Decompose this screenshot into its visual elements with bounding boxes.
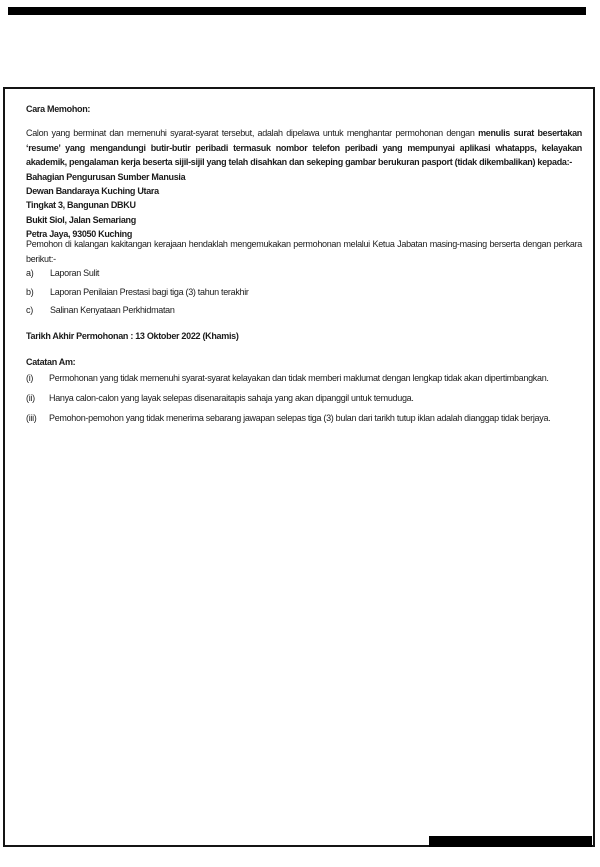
- attachment-list: [26, 266, 582, 322]
- deadline-line: Tarikh Akhir Permohonan : 13 Oktober 2022 (Khamis): [26, 331, 239, 341]
- section-heading-cara-memohon: Cara Memohon:: [26, 104, 91, 114]
- note-item-text: Permohonan yang tidak memenuhi syarat-syarat kelayakan dan tidak memberi maklumat dengan lengkap tidak akan dipertimbangkan.: [49, 373, 549, 383]
- note-item-text: Hanya calon-calon yang layak selepas disenaraitapis sahaja yang akan dipanggil untuk temuduga.: [49, 393, 414, 403]
- address-line: Bahagian Pengurusan Sumber Manusia: [26, 172, 186, 182]
- address-line: Petra Jaya, 93050 Kuching: [26, 228, 133, 239]
- intro-paragraph-normal: Calon yang berminat dan memenuhi syarat-syarat tersebut, adalah dipelawa untuk menghantar permohonan dengan: [26, 128, 479, 138]
- intro-paragraph: [26, 126, 582, 170]
- address-line: Bukit Siol, Jalan Semariang: [26, 214, 136, 225]
- list-item-text: Laporan Penilaian Prestasi bagi tiga (3) tahun terakhir: [50, 286, 249, 297]
- redaction-bar-bottom: [429, 836, 592, 847]
- note-item-label: (ii): [26, 393, 35, 403]
- civil-servant-paragraph: Pemohon di kalangan kakitangan kerajaan hendaklah mengemukakan permohonan melalui Ketua Jabatan masing-masing berserta dengan perkara berikut:-: [26, 239, 582, 264]
- note-item-label: (i): [26, 373, 34, 383]
- document-frame: [3, 87, 595, 847]
- intro-paragraph-bold: menulis surat besertakan ‘resume’ yang mengandungi butir-butir peribadi termasuk nombor telefon peribadi yang mempunyai aplikasi whatapps, kelayakan akademik, pengalaman kerja beserta sijil-sijil yang telah disahkan dan sekeping gambar berukuran pasport (tidak dikembalikan) kepada:-: [26, 128, 582, 167]
- list-item-label: b): [26, 286, 34, 297]
- address-line: Tingkat 3, Bangunan DBKU: [26, 200, 136, 211]
- list-item: [26, 285, 582, 300]
- section-heading-catatan-am: Catatan Am:: [26, 357, 76, 367]
- list-item: [26, 266, 582, 281]
- note-item-label: (iii): [26, 413, 37, 423]
- address-line: Dewan Bandaraya Kuching Utara: [26, 186, 159, 197]
- note-item: [26, 371, 582, 386]
- list-item-text: Salinan Kenyataan Perkhidmatan: [50, 305, 175, 315]
- general-notes-list: [26, 371, 582, 431]
- list-item-text: Laporan Sulit: [50, 268, 100, 278]
- note-item-text: Pemohon-pemohon yang tidak menerima sebarang jawapan selepas tiga (3) bulan dari tarikh tutup iklan adalah dianggap tidak berjaya.: [49, 413, 551, 423]
- note-item: [26, 391, 582, 406]
- list-item-label: a): [26, 268, 34, 278]
- list-item: [26, 303, 582, 318]
- note-item: [26, 411, 582, 426]
- redaction-bar-top: [8, 7, 586, 15]
- list-item-label: c): [26, 305, 33, 315]
- mailing-address-block: [26, 170, 582, 241]
